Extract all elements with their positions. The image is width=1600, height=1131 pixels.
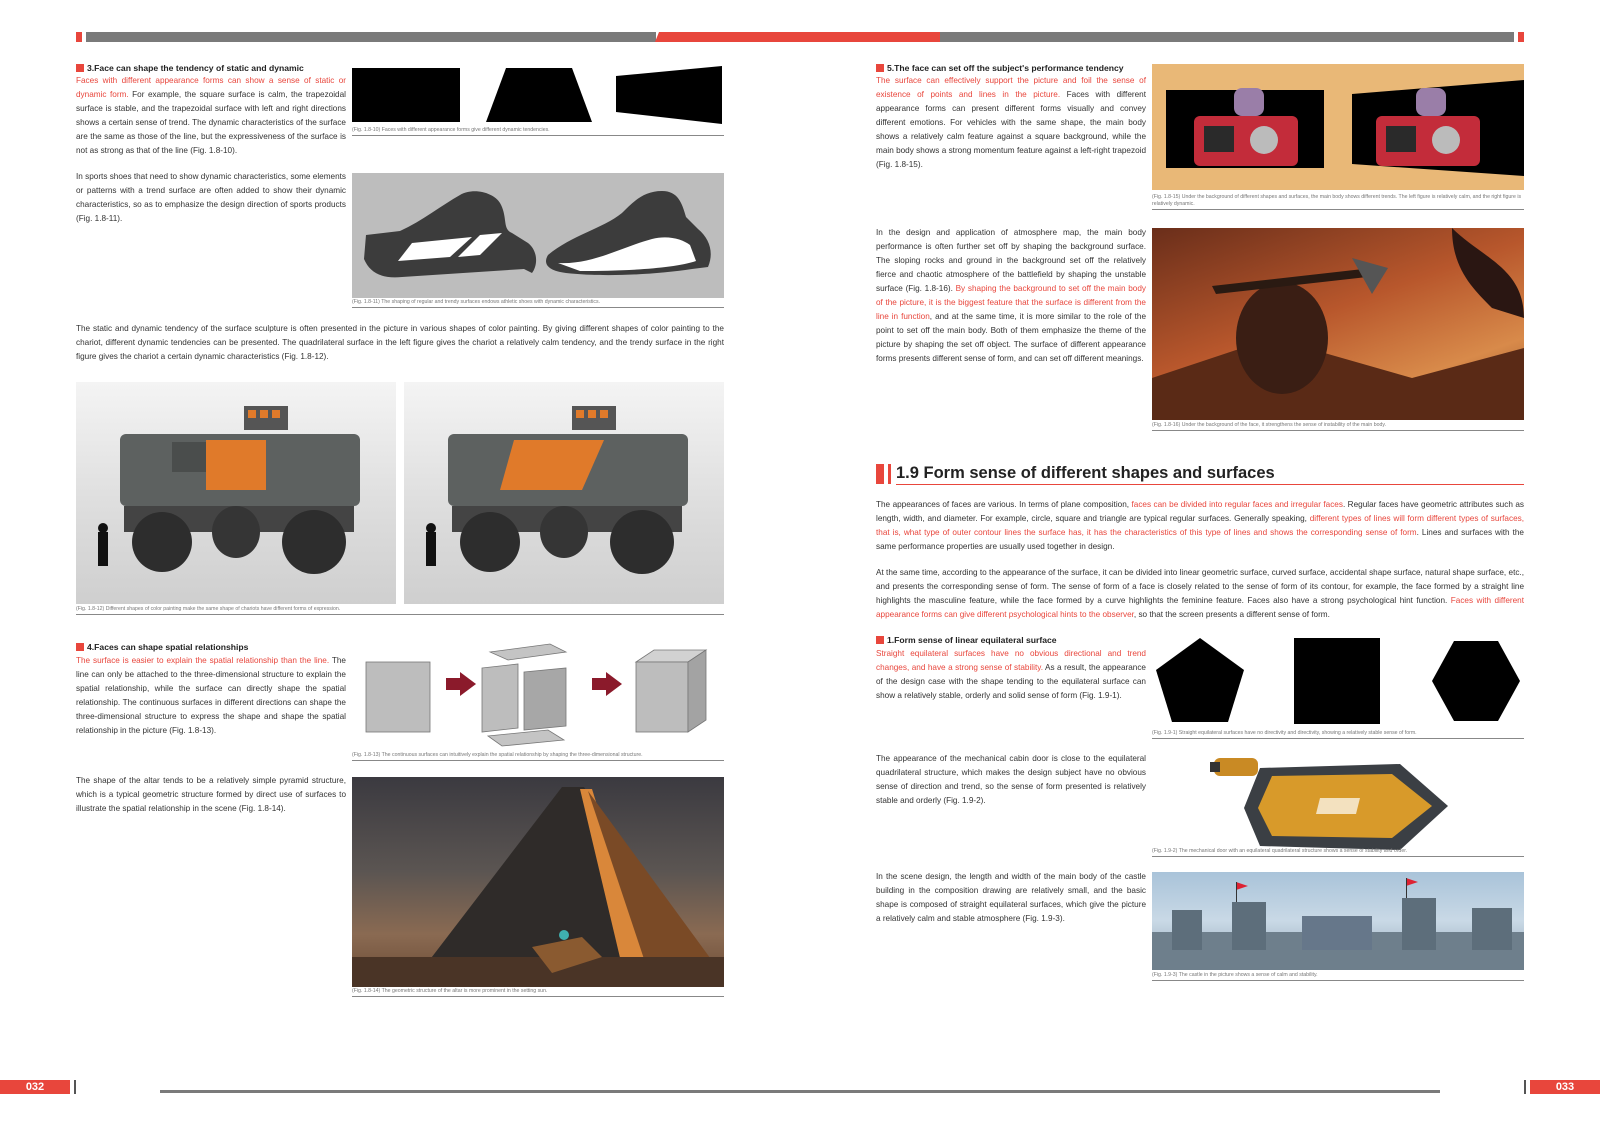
section-title-underline (896, 484, 1524, 485)
spatial-cube-diagram (352, 642, 724, 750)
section-square-icon (876, 636, 884, 644)
section-19-paragraph-1 (876, 498, 1524, 554)
body-text: , and at the same time, it is more similar to the role of the point to set off the main body. Both of them emphasize the theme of the picture by shaping the set off object. The surface of different appearance forms presents different sense of form, and can set off different meanings. (876, 312, 1147, 363)
figure-caption: (Fig. 1.8-14) The geometric structure of the altar is more prominent in the setting sun. (352, 988, 724, 997)
section-4-paragraph-2: The shape of the altar tends to be a relatively simple pyramid structure, which is a typical geometric structure formed by direct use of surfaces to illustrate the spatial relationship in the scene (Fig. 1.8-14). (76, 776, 346, 813)
body-text: In the design and application of atmosphere map, the main body performance is often further set off by shaping the background surface. The sloping rocks and ground in the background set off the relatively fierce and chaotic atmosphere of the battlefield by shaping the unstable surface (Fig. 1.8-16). (876, 228, 1146, 293)
section-5-paragraph-2 (876, 226, 1146, 366)
top-bar-left (86, 32, 656, 42)
arrow-right-icon (446, 672, 476, 696)
section-title-accent-thin (888, 464, 891, 484)
castle-image (1152, 872, 1524, 970)
top-bar-right (940, 32, 1514, 42)
figure-caption: (Fig. 1.8-16) Under the background of the face, it strengthens the sense of instability of the main body. (1152, 422, 1524, 431)
footer-divider-right (1524, 1080, 1526, 1094)
section-3-paragraph-2: In sports shoes that need to show dynamic characteristics, some elements or patterns with a trend surface are often added to show their dynamic characteristics, so as to emphasize the design direction of sports products (Fig. 1.8-11). (76, 172, 346, 223)
page-number-left: 032 (0, 1080, 70, 1094)
highlight-text: The surface can effectively support the picture and foil the sense of existence of points and lines in the picture. (876, 76, 1146, 99)
section-19-paragraph-2 (876, 566, 1524, 622)
top-bar-center (655, 32, 945, 42)
section-3-paragraph-3: The static and dynamic tendency of the surface sculpture is often presented in the picture in various shapes of color painting. By giving different shapes of color painting to the chariot, different dynamic tendencies can be presented. The quadrilateral surface in the left figure gives the chariot a relatively calm tendency, and the trendy surface in the right figure gives the chariot a certain dynamic characteristics (Fig. 1.8-12). (76, 324, 724, 361)
arrow-right-icon (592, 672, 622, 696)
highlight-text: Straight equilateral surfaces have no obvious directional and trend changes, and have a strong sense of stability. (876, 649, 1146, 672)
body-text: The appearances of faces are various. In terms of plane composition, (876, 500, 1132, 509)
hexagon-shape (1432, 641, 1520, 721)
vehicle-background-image (1152, 64, 1524, 190)
figure-caption: (Fig. 1.9-3) The castle in the picture shows a sense of calm and stability. (1152, 972, 1524, 981)
figure-caption: (Fig. 1.8-13) The continuous surfaces can intuitively explain the spatial relationship by shaping the three-dimensional structure. (352, 752, 724, 761)
footer-line (160, 1090, 1440, 1093)
body-text: Faces with different appearance forms can present different forms visually and convey different emotions. For vehicles with the same shape, the main body shows a relatively calm feature against a square background, while the main body shows a strong momentum feature against a left-right trapezoid (Fig. 1.8-15). (876, 90, 1146, 169)
body-text: . Lines and surfaces with the same performance properties are usually used together in design. (876, 528, 1524, 551)
body-text: At the same time, according to the appearance of the surface, it can be divided into linear geometric surface, curved surface, accidental shape surface, natural shape surface, etc., and presents the corresponding sense of form. The sense of form of a face is closely related to the sense of form of its contour, for example, the face formed by a straight line highlights the masculine feature, while the face formed by a curve highlights the feminine feature. Faces also have a strong psychological hint function. (876, 568, 1524, 605)
section-3-heading: 3.Face can shape the tendency of static and dynamic (87, 63, 304, 73)
equilateral-shapes-figure (1152, 636, 1524, 726)
shoe-icon (352, 173, 724, 298)
section-4-heading: 4.Faces can shape spatial relationships (87, 642, 249, 652)
body-text: . Regular faces have geometric attributes such as length, width, and diameter. For example, circle, square and triangle are typical regular surfaces. Generally speaking, (876, 500, 1524, 523)
subsection-1-heading: 1.Form sense of linear equilateral surface (887, 635, 1057, 645)
section-square-icon (76, 64, 84, 72)
square-surface-shape (352, 68, 460, 122)
figure-caption: (Fig. 1.8-10) Faces with different appearance forms give different dynamic tendencies. (352, 127, 724, 136)
page-number-right: 033 (1530, 1080, 1600, 1094)
section-4-paragraph-1 (76, 654, 346, 738)
figure-caption: (Fig. 1.8-11) The shaping of regular and trendy surfaces endows athletic shoes with dynamic characteristics. (352, 299, 724, 308)
chariot-image-dynamic (404, 382, 724, 604)
section-5-paragraph-1 (876, 74, 1146, 172)
figure-caption: (Fig. 1.8-15) Under the background of different shapes and surfaces, the main body shows different trends. The left figure is relatively calm, and the right figure is relatively dynamic. (1152, 194, 1524, 210)
highlight-text: Faces with different appearance forms can give different psychological hints to the observer (876, 596, 1524, 619)
highlight-text: faces can be divided into regular faces and irregular faces (1131, 500, 1343, 509)
body-text: , so that the screen presents a different sense of form. (1133, 610, 1330, 619)
section-3-paragraph-1 (76, 74, 346, 158)
section-5-heading: 5.The face can set off the subject's performance tendency (887, 63, 1124, 73)
highlight-text: different types of lines will form different types of surfaces, that is, what type of outer contour lines the surface has, it has the characteristics of this type of lines and shows the corresponding sense of form (876, 514, 1524, 537)
top-accent-left (76, 32, 82, 42)
pyramid-altar-image (352, 777, 724, 987)
figure-caption: (Fig. 1.9-1) Straight equilateral surfaces have no directivity and directivity, showing a relatively stable sense of form. (1152, 730, 1524, 739)
highlight-text: The surface is easier to explain the spatial relationship than the line. (76, 656, 330, 665)
section-title: 1.9 Form sense of different shapes and surfaces (896, 464, 1275, 482)
subsection-1-paragraph-1 (876, 647, 1146, 703)
battlefield-image (1152, 228, 1524, 420)
section-square-icon (876, 64, 884, 72)
directional-trapezoid-shape (616, 66, 722, 124)
pentagon-shape (1156, 638, 1244, 722)
sneaker-figure (352, 173, 724, 298)
body-text: As a result, the appearance of the design case with the shape tending to the equilateral surface can show a relatively stable, orderly and solid sense of form (Fig. 1.9-1). (876, 663, 1146, 700)
figure-caption: (Fig. 1.8-12) Different shapes of color painting make the same shape of chariots have different forms of expression. (76, 606, 724, 615)
section-title-accent (876, 464, 884, 484)
cabin-door-image (1200, 754, 1450, 852)
chariot-image-calm (76, 382, 396, 604)
subsection-1-paragraph-3: In the scene design, the length and width of the main body of the castle building in the composition drawing are relatively small, and the basic shape is composed of straight equilateral surfaces, which give the picture a relatively calm and stable atmosphere (Fig. 1.9-3). (876, 872, 1146, 923)
highlight-text: Faces with different appearance forms can show a sense of static or dynamic form. (76, 76, 346, 99)
square-shape (1294, 638, 1380, 724)
section-square-icon (76, 643, 84, 651)
top-accent-right (1518, 32, 1524, 42)
body-text: The line can only be attached to the three-dimensional structure to explain the spatial relationship, while the surface can directly shape the spatial relationship. The continuous surfaces in different directions can shape the three-dimensional structure to express the shape and shape the spatial relationship in the picture (Fig. 1.8-13). (76, 656, 346, 735)
subsection-1-paragraph-2: The appearance of the mechanical cabin door is close to the equilateral quadrilateral structure, which makes the design subject have no obvious sense of direction and trend, so the sense of form presented is relatively stable and orderly (Fig. 1.9-2). (876, 754, 1146, 805)
body-text: For example, the square surface is calm, the trapezoidal surface is stable, and the trapezoidal surface with left and right directions shows a certain sense of trend. The dynamic characteristics of the surface are the same as those of the line, but the expressiveness of the surface is not as strong as that of the line (Fig. 1.8-10). (76, 90, 346, 155)
highlight-text: By shaping the background to set off the main body of the picture, it is the biggest feature that the surface is different from the line in function (876, 284, 1147, 321)
trapezoid-surface-shape (486, 68, 592, 122)
figure-caption: (Fig. 1.9-2) The mechanical door with an equilateral quadrilateral structure shows a sense of stability and order. (1152, 848, 1524, 857)
footer-divider-left (74, 1080, 76, 1094)
